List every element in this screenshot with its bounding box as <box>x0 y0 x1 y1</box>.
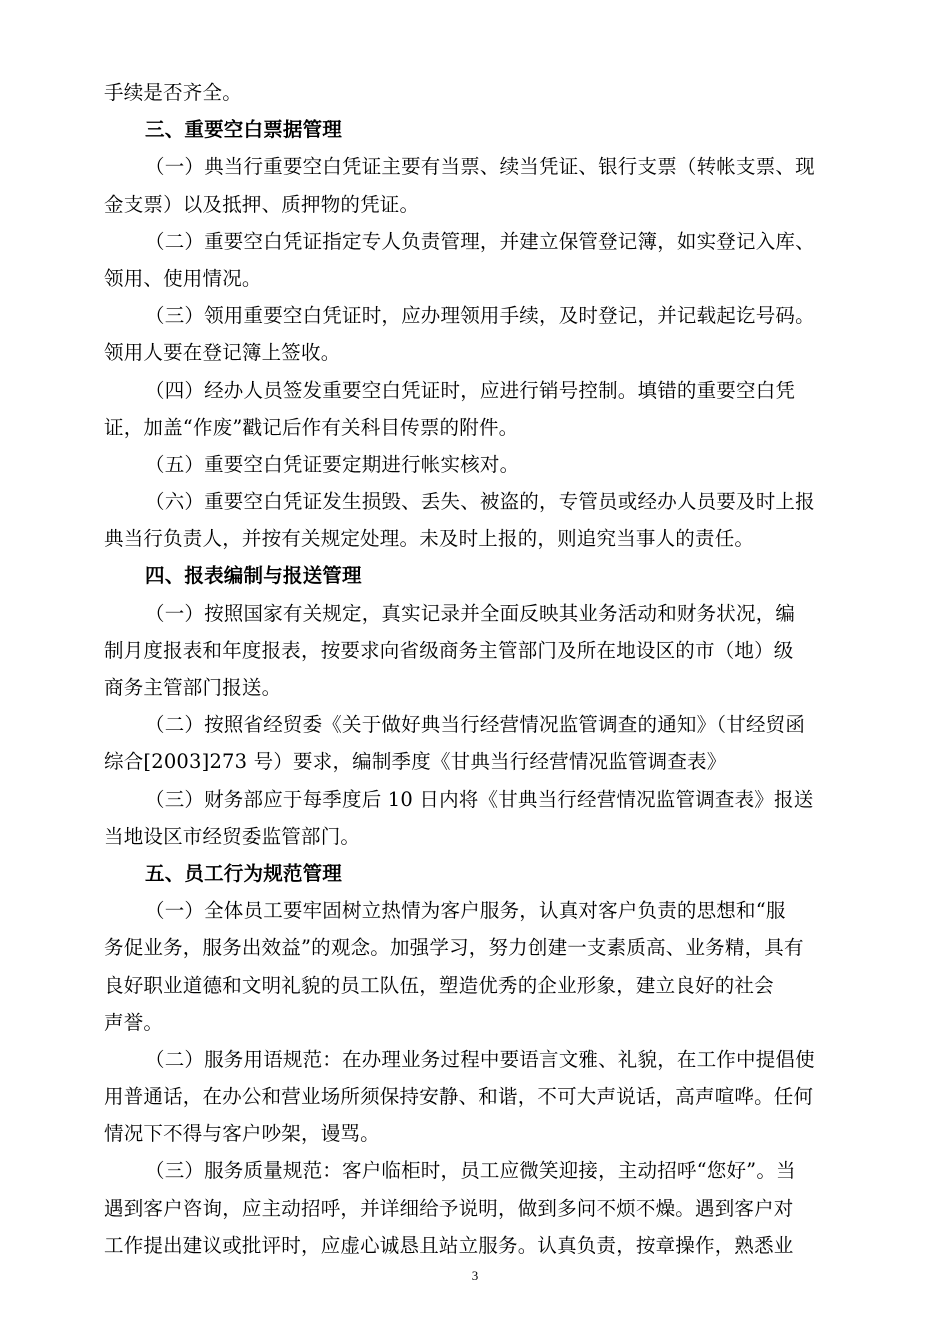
text-line: 声誉。 <box>104 1010 164 1034</box>
text-line: 良好职业道德和文明礼貌的员工队伍，塑造优秀的企业形象，建立良好的社会 <box>104 973 774 997</box>
text-line: （一）按照国家有关规定，真实记录并全面反映其业务活动和财务状况，编 <box>145 601 796 625</box>
section-heading-5: 五、员工行为规范管理 <box>145 861 343 885</box>
text-line: （四）经办人员签发重要空白凭证时，应进行销号控制。填错的重要空白凭 <box>145 378 796 402</box>
text-line: （五）重要空白凭证要定期进行帐实核对。 <box>145 452 520 476</box>
text-line: 综合[2003]273 号）要求，编制季度《甘典当行经营情况监管调查表》 <box>104 750 727 774</box>
section-heading-4: 四、报表编制与报送管理 <box>145 564 362 588</box>
text-line: （三）财务部应于每季度后 10 日内将《甘典当行经营情况监管调查表》报送 <box>145 787 814 811</box>
text-line: 金支票）以及抵押、质押物的凭证。 <box>104 192 420 216</box>
text-line: （二）重要空白凭证指定专人负责管理，并建立保管登记簿，如实登记入库、 <box>145 229 815 253</box>
page-number: 3 <box>471 1268 479 1283</box>
text-line: 典当行负责人，并按有关规定处理。未及时上报的，则追究当事人的责任。 <box>104 527 755 551</box>
text-line: 证，加盖“作废”戳记后作有关科目传票的附件。 <box>104 415 519 439</box>
text-line: 当地设区市经贸委监管部门。 <box>104 824 361 848</box>
text-line: 情况下不得与客户吵架，谩骂。 <box>104 1122 380 1146</box>
page-body <box>104 74 864 1264</box>
text-line: 务促业务，服务出效益”的观念。加强学习，努力创建一支素质高、业务精，具有 <box>104 936 804 960</box>
text-line: （一）全体员工要牢固树立热情为客户服务，认真对客户负责的思想和“服 <box>145 899 786 923</box>
section-heading-3: 三、重要空白票据管理 <box>145 118 343 142</box>
text-line: （二）服务用语规范：在办理业务过程中要语言文雅、礼貌，在工作中提倡使 <box>145 1047 815 1071</box>
text-line: 遇到客户咨询，应主动招呼，并详细给予说明，做到多问不烦不燥。遇到客户对 <box>104 1196 794 1220</box>
text-line: 商务主管部门报送。 <box>104 676 282 699</box>
text-line: 工作提出建议或批评时，应虚心诚恳且站立服务。认真负责，按章操作，熟悉业 <box>104 1233 794 1257</box>
text-line: （一）典当行重要空白凭证主要有当票、续当凭证、银行支票（转帐支票、现 <box>145 155 815 179</box>
text-line: （三）领用重要空白凭证时，应办理领用手续，及时登记，并记载起讫号码。 <box>145 304 815 328</box>
text-line: 手续是否齐全。 <box>104 81 242 104</box>
text-line: （三）服务质量规范：客户临柜时，员工应微笑迎接，主动招呼“您好”。当 <box>145 1159 796 1183</box>
text-line: 用普通话，在办公和营业场所须保持安静、和谐，不可大声说话，高声喧哗。任何 <box>104 1085 814 1109</box>
text-line: 领用人要在登记簿上签收。 <box>104 341 341 365</box>
text-line: （六）重要空白凭证发生损毁、丢失、被盗的，专管员或经办人员要及时上报 <box>145 490 815 514</box>
text-line: 制月度报表和年度报表，按要求向省级商务主管部门及所在地设区的市（地）级 <box>104 638 794 662</box>
text-line: （二）按照省经贸委《关于做好典当行经营情况监管调查的通知》（甘经贸函 <box>145 713 806 737</box>
text-line: 领用、使用情况。 <box>104 266 262 290</box>
